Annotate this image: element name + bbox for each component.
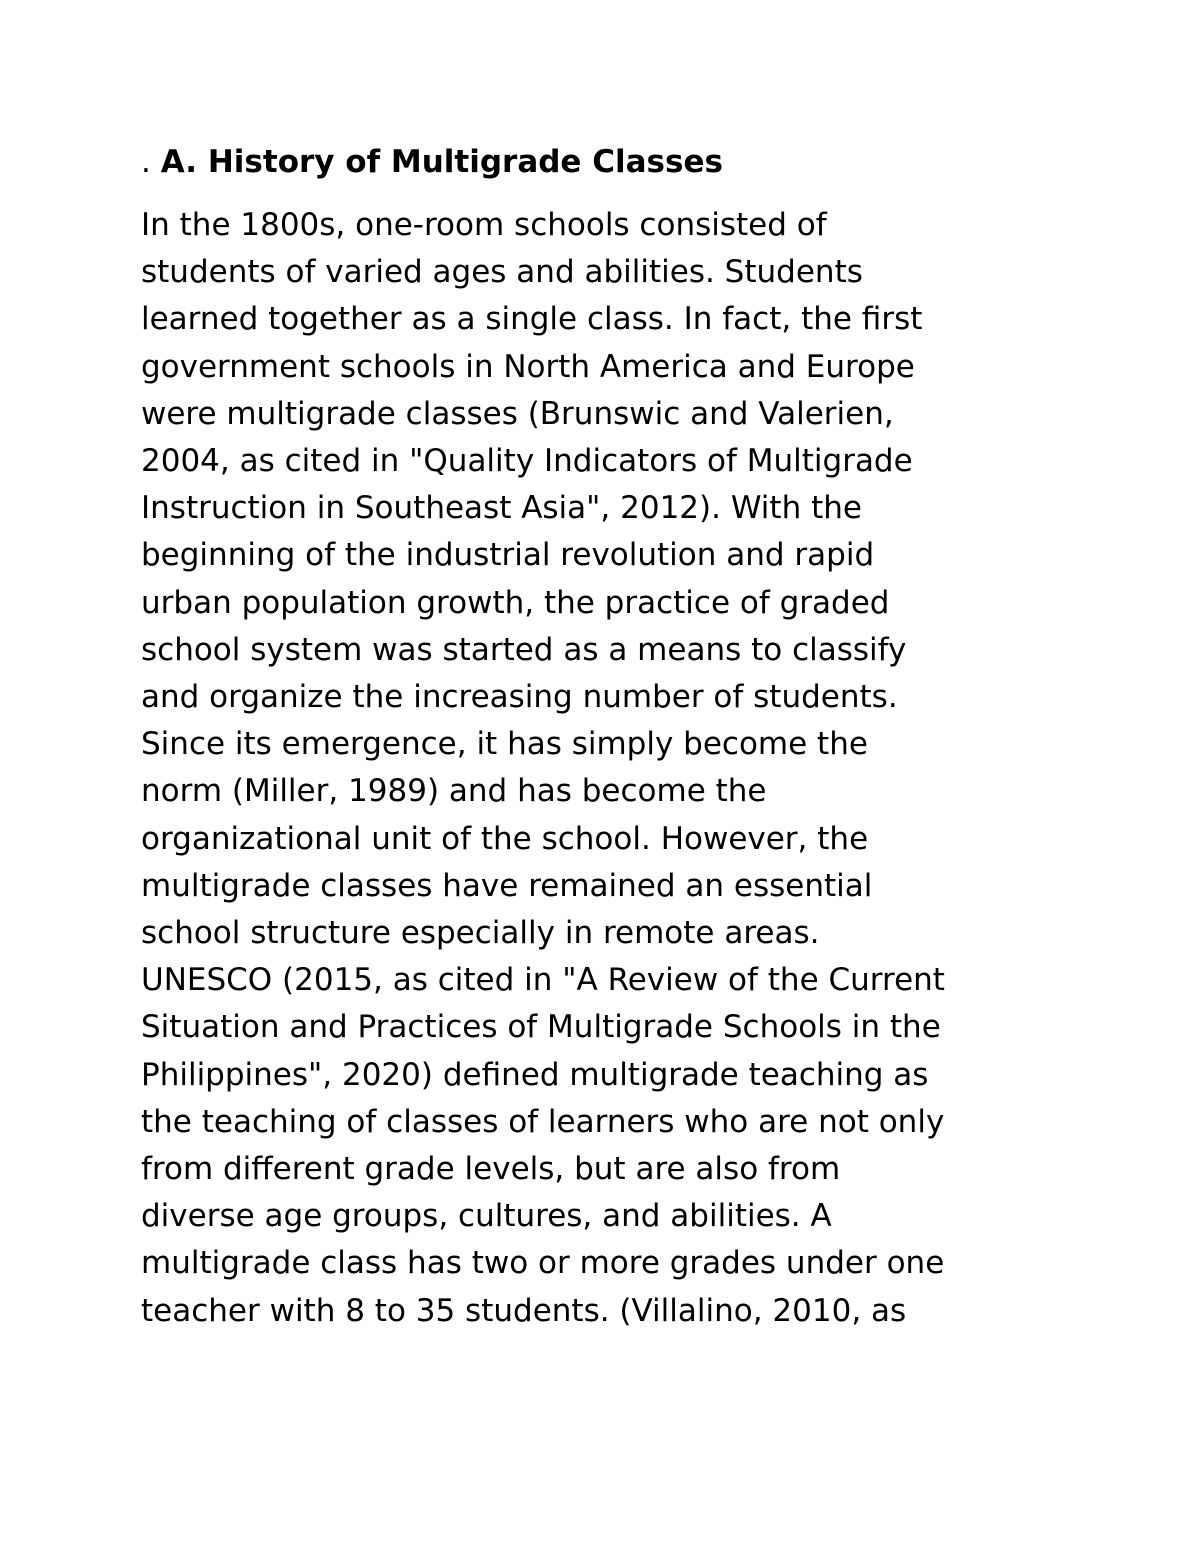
paragraph-line: school system was started as a means to classify <box>141 631 907 668</box>
paragraph-line: and organize the increasing number of students. <box>141 679 898 716</box>
paragraph-line: Philippines", 2020) defined multigrade teaching as <box>141 1056 929 1093</box>
document-content <box>141 140 1071 1335</box>
paragraph-line: multigrade classes have remained an essential <box>141 867 873 904</box>
paragraph-line: Instruction in Southeast Asia", 2012). With the <box>141 490 862 527</box>
paragraph-line: In the 1800s, one-room schools consisted of <box>141 207 827 243</box>
heading-title: A. History of Multigrade Classes <box>160 144 723 180</box>
paragraph-line: organizational unit of the school. However, the <box>141 820 869 857</box>
paragraph-line: Since its emergence, it has simply become the <box>141 726 868 763</box>
paragraph-line: diverse age groups, cultures, and abilities. A <box>141 1198 832 1235</box>
section-heading <box>141 140 1071 184</box>
heading-prefix: . <box>141 144 161 180</box>
paragraph-line: school structure especially in remote areas. <box>141 915 820 952</box>
paragraph-line: government schools in North America and Europe <box>141 348 915 385</box>
paragraph-line: were multigrade classes (Brunswic and Valerien, <box>141 395 894 432</box>
paragraph-line: Situation and Practices of Multigrade Schools in the <box>141 1009 941 1046</box>
paragraph-line: the teaching of classes of learners who are not only <box>141 1103 945 1140</box>
paragraph-line: students of varied ages and abilities. Students <box>141 254 863 291</box>
body-paragraph <box>141 202 1071 1335</box>
paragraph-line: learned together as a single class. In fact, the first <box>141 301 923 338</box>
paragraph-line: urban population growth, the practice of graded <box>141 584 890 621</box>
paragraph-line: multigrade class has two or more grades under one <box>141 1245 945 1282</box>
paragraph-line: UNESCO (2015, as cited in "A Review of the Current <box>141 962 945 999</box>
paragraph-line: norm (Miller, 1989) and has become the <box>141 773 767 810</box>
paragraph-line: teacher with 8 to 35 students. (Villalino, 2010, as <box>141 1292 907 1329</box>
paragraph-line: beginning of the industrial revolution and rapid <box>141 537 875 574</box>
paragraph-line: 2004, as cited in "Quality Indicators of Multigrade <box>141 443 913 480</box>
paragraph-line: from different grade levels, but are also from <box>141 1151 841 1188</box>
